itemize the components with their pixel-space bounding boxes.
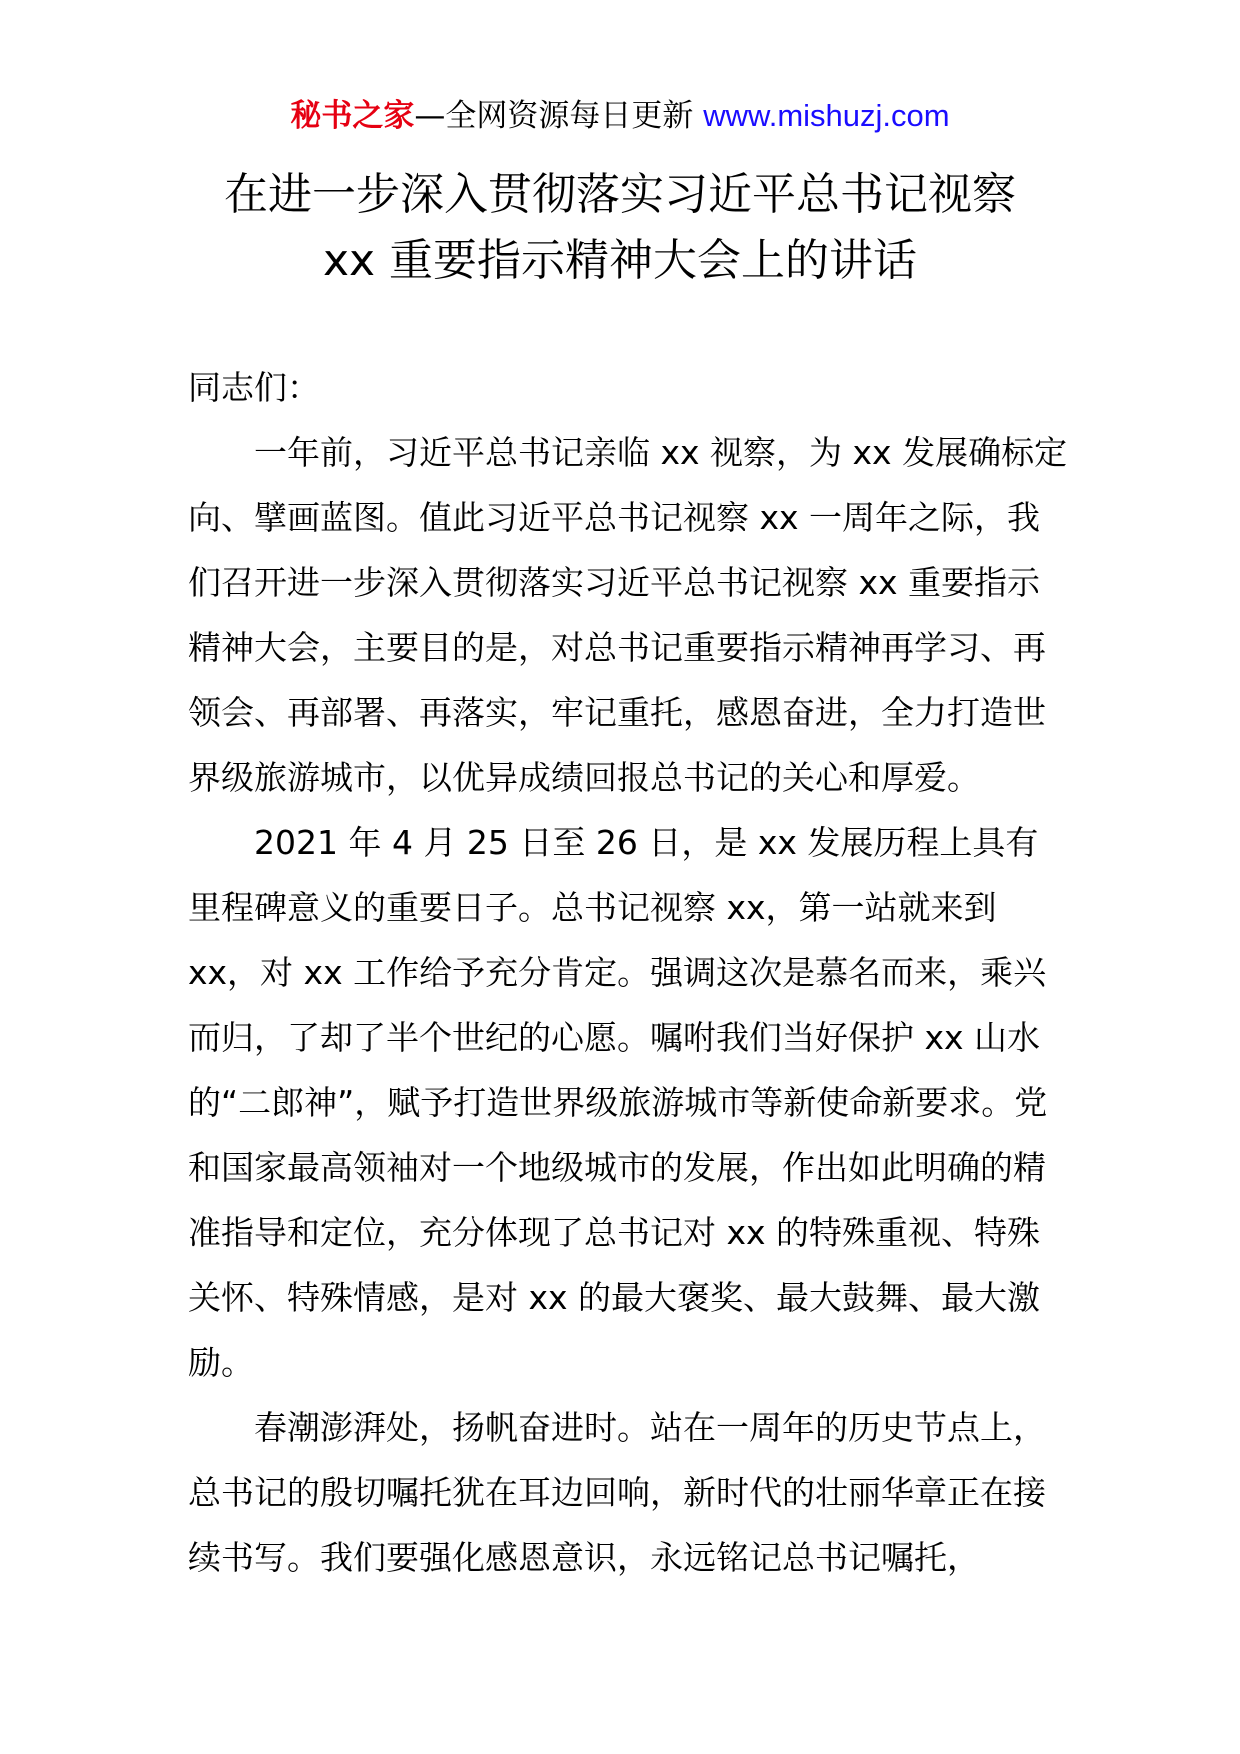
greeting: 同志们：: [188, 368, 320, 407]
title-line-2: xx 重要指示精神大会上的讲话: [322, 235, 918, 286]
paragraph-2: 2021 年 4 月 25 日至 26 日，是 xx 发展历程上具有里程碑意义的重要日子。总书记视察 xx，第一站就来到 xx，对 xx 工作给予充分肯定。强调这次是慕名而来，乘兴而归，了却了半个世纪的心愿。嘱咐我们当好保护 xx 山水的“二郎神”，赋予打造世界级旅游城市等新使命新要求。党和国家最高领袖对一个地级城市的发展，作出如此明确的精准指导和定位，充分体现了总书记对 xx 的特殊重视、特殊关怀、特殊情感，是对 xx 的最大褒奖、最大鼓舞、最大激励。: [188, 823, 1048, 1382]
document-body: [188, 355, 1068, 1590]
watermark-header: [0, 96, 1240, 136]
title-line-1: 在进一步深入贯彻落实习近平总书记视察: [224, 169, 1016, 220]
brand-name: 秘书之家: [290, 98, 415, 134]
header-tagline: —全网资源每日更新: [414, 98, 704, 134]
site-url-link[interactable]: www.mishuzj.com: [703, 98, 950, 133]
document-title: [0, 162, 1240, 294]
paragraph-3: 春潮澎湃处，扬帆奋进时。站在一周年的历史节点上，总书记的殷切嘱托犹在耳边回响，新时代的壮丽华章正在接续书写。我们要强化感恩意识，永远铭记总书记嘱托，: [188, 1408, 1046, 1577]
paragraph-1: 一年前，习近平总书记亲临 xx 视察，为 xx 发展确标定向、擘画蓝图。值此习近平总书记视察 xx 一周年之际，我们召开进一步深入贯彻落实习近平总书记视察 xx 重要指示精神大会，主要目的是，对总书记重要指示精神再学习、再领会、再部署、再落实，牢记重托，感恩奋进，全力打造世界级旅游城市，以优异成绩回报总书记的关心和厚爱。: [188, 433, 1068, 797]
